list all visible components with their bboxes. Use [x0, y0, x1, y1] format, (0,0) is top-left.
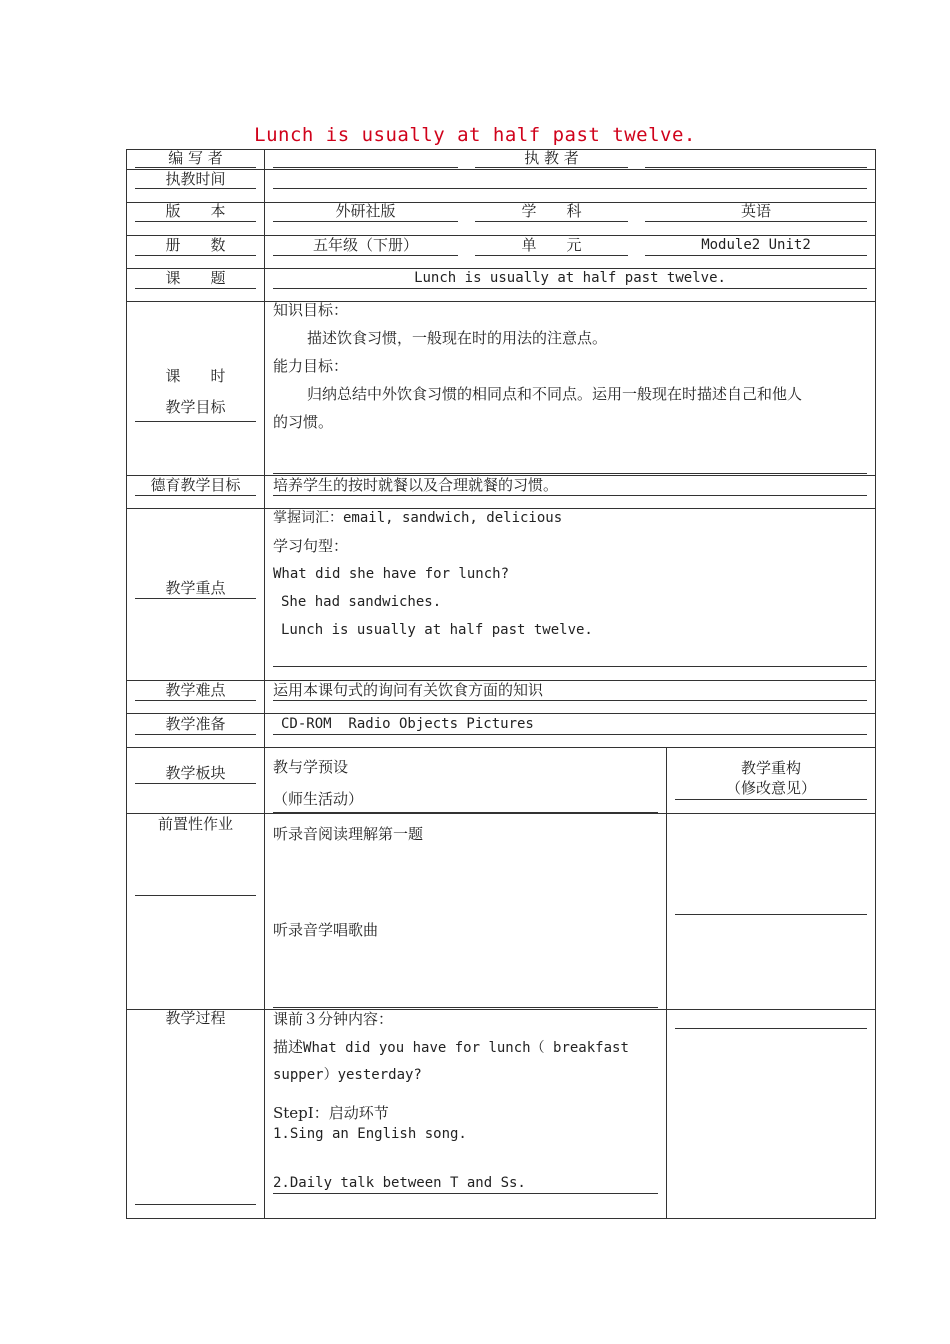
- row-divider: [126, 747, 876, 748]
- underline: [135, 421, 256, 422]
- underline: [135, 895, 256, 896]
- edition-label: 版 本: [165, 202, 226, 220]
- ability-text-cont: 的习惯。: [273, 413, 334, 431]
- knowledge-heading: 知识目标：: [273, 301, 349, 319]
- underline: [675, 1028, 867, 1029]
- document-title: Lunch is usually at half past twelve.: [254, 124, 696, 146]
- process-line-2-question: What did you have for lunch（ breakfast: [303, 1040, 629, 1056]
- underline: [135, 1204, 256, 1205]
- subject-label: 学 科: [521, 202, 582, 220]
- underline: [645, 167, 867, 168]
- preparation-label: 教学准备: [165, 715, 226, 733]
- process-line-2: [273, 1033, 629, 1062]
- process-item-2: 2.Daily talk between T and Ss.: [273, 1175, 526, 1191]
- underline: [273, 666, 867, 667]
- topic-label: 课 题: [165, 269, 226, 287]
- underline: [273, 188, 867, 189]
- process-item-1: 1.Sing an English song.: [273, 1126, 467, 1142]
- preset-heading: 教与学预设: [273, 758, 349, 776]
- homework-label: 前置性作业: [157, 815, 233, 833]
- row-divider: [126, 301, 876, 302]
- process-line-3: supper）yesterday?: [273, 1067, 422, 1083]
- column-divider: [666, 747, 667, 1219]
- underline: [675, 914, 867, 915]
- rebuild-heading: 教学重构: [740, 759, 801, 777]
- difficulty-label: 教学难点: [165, 681, 226, 699]
- teacher-label: 执 教 者: [524, 149, 579, 167]
- process-label: 教学过程: [165, 1009, 226, 1027]
- unit-label: 单 元: [521, 236, 582, 254]
- ability-heading: 能力目标：: [273, 357, 349, 375]
- underline: [273, 167, 458, 168]
- difficulty-text: 运用本课句式的询问有关饮食方面的知识: [273, 681, 544, 699]
- knowledge-text: 描述饮食习惯，一般现在时的用法的注意点。: [307, 329, 608, 347]
- moral-text: 培养学生的按时就餐以及合理就餐的习惯。: [273, 476, 559, 494]
- column-divider: [264, 149, 265, 1219]
- topic-value: Lunch is usually at half past twelve.: [414, 270, 726, 286]
- moral-label: 德育教学目标: [150, 476, 241, 494]
- volume-value: 五年级（下册）: [312, 236, 418, 254]
- sentence-heading: 学习句型：: [273, 537, 349, 555]
- author-label: 编 写 者: [168, 149, 223, 167]
- sentence-1: What did she have for lunch?: [273, 566, 510, 582]
- blocks-label: 教学板块: [165, 764, 226, 782]
- process-line-2-prefix: 描述: [273, 1038, 304, 1056]
- volume-label: 册 数: [165, 236, 226, 254]
- objectives-label-line1: 课 时: [165, 367, 226, 385]
- vocab-line: 掌握词汇：email, sandwich, delicious: [273, 510, 563, 526]
- process-line-1: 课前３分钟内容：: [273, 1010, 394, 1028]
- rebuild-subheading: （修改意见）: [725, 779, 816, 797]
- process-step-heading: StepⅠ：启动环节: [273, 1104, 389, 1122]
- objectives-label-line2: 教学目标: [165, 398, 226, 416]
- unit-value: Module2 Unit2: [701, 237, 811, 253]
- sentence-2: She had sandwiches.: [281, 594, 442, 610]
- time-label: 执教时间: [165, 170, 226, 188]
- preset-subheading: （师生活动）: [273, 790, 364, 808]
- edition-value: 外研社版: [335, 202, 396, 220]
- preparation-text: CD-ROM Radio Objects Pictures: [281, 716, 534, 732]
- sentence-3: Lunch is usually at half past twelve.: [281, 622, 593, 638]
- ability-text: 归纳总结中外饮食习惯的相同点和不同点。运用一般现在时描述自己和他人: [307, 385, 803, 403]
- homework-item-1: 听录音阅读理解第一题: [273, 825, 424, 843]
- subject-value: 英语: [740, 202, 771, 220]
- homework-item-2: 听录音学唱歌曲: [273, 921, 379, 939]
- key-points-label: 教学重点: [165, 579, 226, 597]
